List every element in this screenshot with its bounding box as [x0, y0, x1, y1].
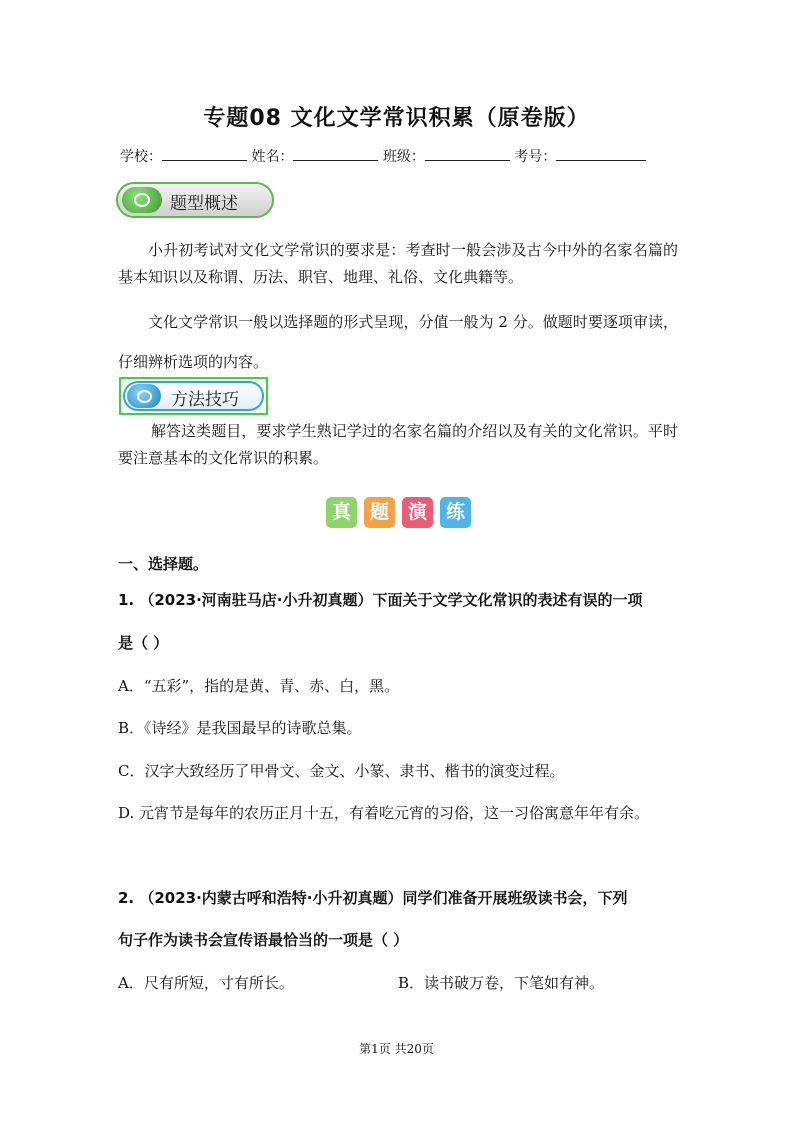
overview-paragraph-1: 小升初考试对文化文学常识的要求是：考查时一般会涉及古今中外的名家名篇的基本知识以及称谓、历法、职官、地理、礼俗、文化典籍等。	[118, 241, 678, 286]
question-1-option-b[interactable]: B．《诗经》是我国最早的诗歌总集。	[118, 719, 362, 737]
name-label: 姓名：	[251, 149, 294, 165]
speech-bubble-icon	[127, 384, 161, 408]
question-2-option-b[interactable]: B．读书破万卷，下笔如有神。	[398, 974, 605, 992]
badge-label: 方法技巧	[171, 390, 239, 410]
overview-paragraph-2: 文化文学常识一般以选择题的形式呈现，分值一般为 2 分。做题时要逐项审读，仔细辨析选项的内容。	[118, 313, 678, 371]
practice-banner	[326, 497, 478, 528]
class-blank[interactable]	[425, 146, 510, 161]
question-1-stem-line1: 1. （2023·河南驻马店·小升初真题）下面关于文学文化常识的表述有误的一项	[118, 591, 643, 609]
banner-tile-ti: 题	[364, 497, 395, 528]
banner-tile-lian: 练	[440, 497, 471, 528]
speech-bubble-icon	[122, 187, 162, 213]
question-1-option-a[interactable]: A．“五彩”，指的是黄、青、赤、白，黑。	[118, 677, 400, 695]
badge-label: 题型概述	[170, 194, 238, 214]
number-label: 考号：	[514, 149, 557, 165]
school-blank[interactable]	[162, 146, 247, 161]
question-2-stem-line1: 2. （2023·内蒙古呼和浩特·小升初真题）同学们准备开展班级读书会，下列	[118, 889, 628, 907]
method-paragraph: 解答这类题目，要求学生熟记学过的名家名篇的介绍以及有关的文化常识。平时要注意基本的文化常识的积累。	[118, 422, 678, 467]
number-blank[interactable]	[556, 146, 646, 161]
question-1-option-d[interactable]: D. 元宵节是每年的农历正月十五，有着吃元宵的习俗，这一习俗寓意年年有余。	[118, 804, 650, 822]
question-2-option-a[interactable]: A．尺有所短，寸有所长。	[118, 974, 294, 992]
question-type-overview-badge	[116, 182, 274, 218]
page-title: 专题08 文化文学常识积累（原卷版）	[203, 106, 590, 131]
banner-tile-yan: 演	[402, 497, 433, 528]
name-blank[interactable]	[293, 146, 378, 161]
method-tips-badge	[119, 377, 268, 415]
page-footer: 第1页 共20页	[359, 1042, 434, 1056]
question-1-option-c[interactable]: C．汉字大致经历了甲骨文、金文、小篆、隶书、楷书的演变过程。	[118, 762, 565, 780]
school-label: 学校：	[120, 149, 162, 165]
part-heading: 一、选择题。	[118, 555, 209, 573]
student-info-line	[120, 146, 646, 166]
banner-tile-zhen: 真	[326, 497, 357, 528]
question-2-stem-line2: 句子作为读书会宣传语最恰当的一项是（ ）	[118, 931, 409, 949]
class-label: 班级：	[382, 149, 425, 165]
question-1-stem-line2: 是（ ）	[118, 634, 169, 652]
